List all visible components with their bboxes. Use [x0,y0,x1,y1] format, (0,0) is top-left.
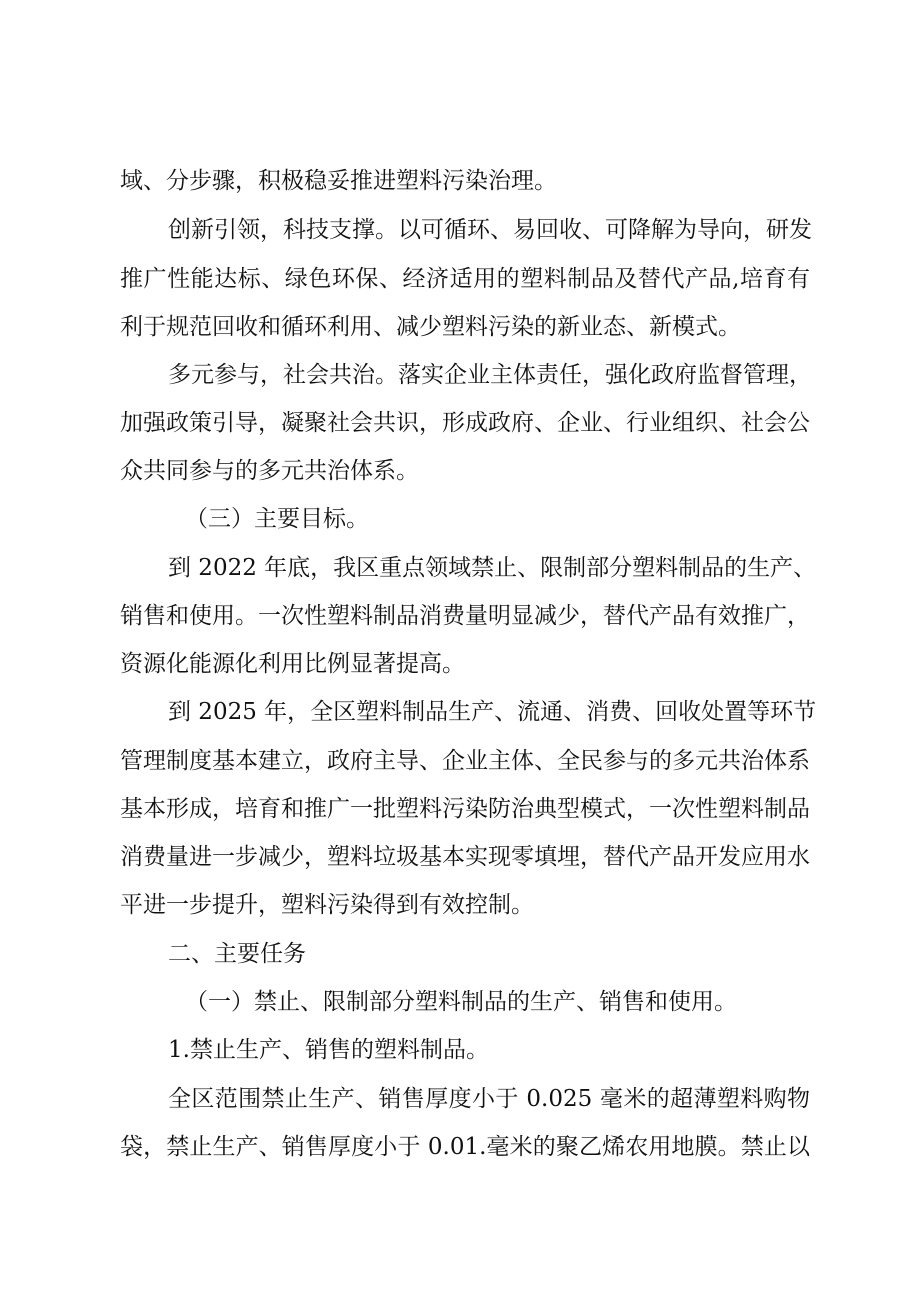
text-line: 众共同参与的多元共治体系。 [120,458,419,484]
text-line: 管理制度基本建立，政府主导、企业主体、全民参与的多元共治体系 [120,748,810,774]
section-heading: （三）主要目标。 [185,506,369,532]
text-line: 全区范围禁止生产、销售厚度小于 0.025 毫米的超薄塑料购物 [168,1086,810,1112]
text-line: 袋，禁止生产、销售厚度小于 0.01.毫米的聚乙烯农用地膜。禁止以 [120,1134,810,1160]
text-line: 推广性能达标、绿色环保、经济适用的塑料制品及替代产品,培育有 [120,266,810,292]
section-heading: （一）禁止、限制部分塑料制品的生产、销售和使用。 [185,989,737,1015]
text-line: 域、分步骤，积极稳妥推进塑料污染治理。 [120,168,557,194]
text-line: 多元参与，社会共治。落实企业主体责任，强化政府监督管理， [168,362,812,388]
text-line: 创新引领，科技支撑。以可循环、易回收、可降解为导向，研发 [168,217,812,243]
subsection-heading: 1.禁止生产、销售的塑料制品。 [168,1037,489,1063]
text-line: 平进一步提升，塑料污染得到有效控制。 [120,892,534,918]
text-line: 到 2025 年，全区塑料制品生产、流通、消费、回收处置等环节 [168,699,817,725]
text-line: 消费量进一步减少，塑料垃圾基本实现零填埋，替代产品开发应用水 [120,844,810,870]
chapter-heading: 二、主要任务 [168,941,306,967]
text-line: 加强政策引导，凝聚社会共识，形成政府、企业、行业组织、社会公 [120,410,810,436]
text-line: 基本形成，培育和推广一批塑料污染防治典型模式，一次性塑料制品 [120,796,810,822]
text-line: 到 2022 年底，我区重点领域禁止、限制部分塑料制品的生产、 [168,555,817,581]
text-line: 利于规范回收和循环利用、减少塑料污染的新业态、新模式。 [120,314,741,340]
text-line: 资源化能源化利用比例显著提高。 [120,651,465,677]
text-line: 销售和使用。一次性塑料制品消费量明显减少，替代产品有效推广， [120,603,810,629]
